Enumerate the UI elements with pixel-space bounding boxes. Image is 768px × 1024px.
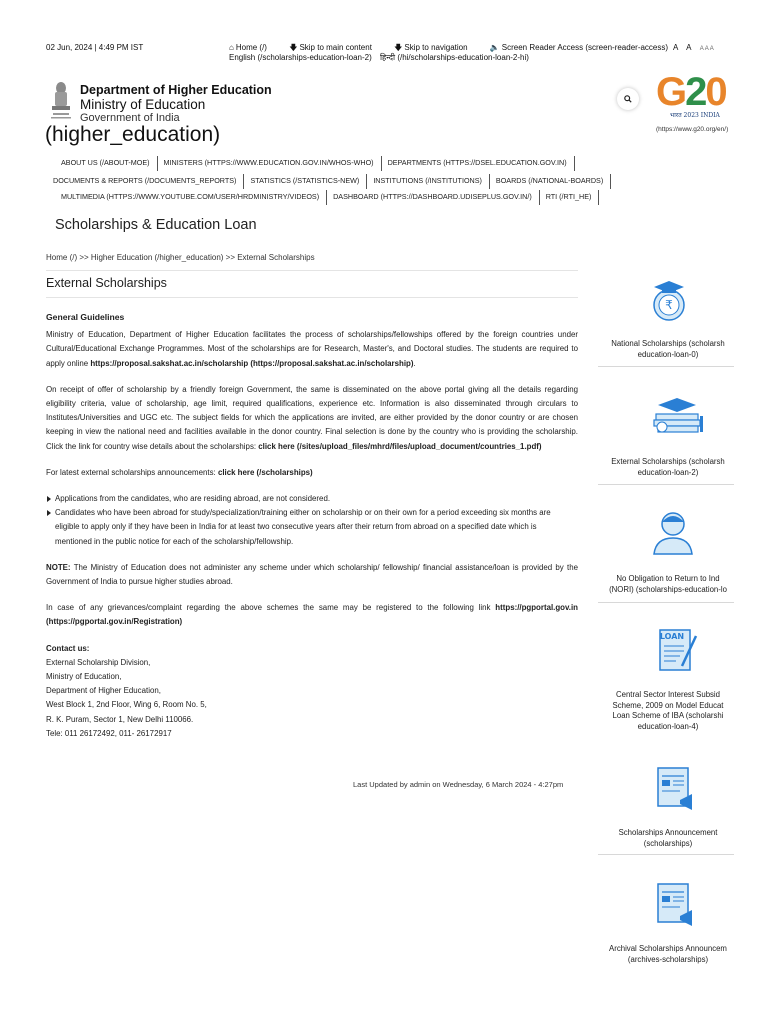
sidebar-item-label: Scholarships Announcement (scholarships) (618, 828, 718, 848)
national-emblem-icon (48, 80, 74, 120)
divider (46, 297, 578, 298)
sidebar-item-external-scholarships[interactable] (598, 390, 768, 486)
sidebar-item-nori[interactable] (598, 508, 768, 604)
nav-row-1 (54, 156, 574, 170)
contact-line: Ministry of Education, (46, 672, 122, 682)
search-icon (624, 95, 632, 103)
contact-line: West Block 1, 2nd Floor, Wing 6, Room No. 5, (46, 700, 207, 710)
divider (46, 270, 578, 271)
screen-reader-link[interactable]: 🔈 Screen Reader Access (screen-reader-access) (489, 43, 669, 52)
department-name: Department of Higher Education (80, 83, 272, 97)
person-icon (648, 508, 698, 558)
announcements-link[interactable]: click here (/scholarships) (217, 467, 313, 477)
g20-logo[interactable] (656, 70, 768, 122)
contact-line: Department of Higher Education, (46, 686, 161, 696)
hindi-link[interactable]: हिन्दी (/hi/scholarships-education-loan-2-hi) (379, 53, 529, 62)
top-utility-bar (46, 43, 768, 65)
nav-multimedia[interactable]: MULTIMEDIA (HTTPS://WWW.YOUTUBE.COM/USER/HRDMINISTRY/VIDEOS) (54, 190, 326, 204)
sidebar-item-label: Central Sector Interest Subsid Scheme, 2009 on Model Educat Loan Scheme of IBA (scholarshi education-loan-4) (612, 690, 724, 731)
paragraph-note: NOTE: The Ministry of Education does not administer any scheme under which scholarship/ fellowship/ financial assistance/loan is provided by the Government of India to pursue higher studies abroad. (46, 562, 578, 587)
government-name: Government of India (80, 112, 180, 124)
sidebar-item-label: External Scholarships (scholarsh education-loan-2) (611, 457, 725, 477)
page-title: Scholarships & Education Loan (55, 217, 257, 233)
list-item: Applications from the candidates, who are residing abroad, are not considered. (46, 492, 556, 506)
contrast-options[interactable]: A A A (699, 46, 714, 52)
contact-phone: Tele: 011 26172492, 011- 26172917 (46, 728, 172, 738)
proposal-portal-link[interactable]: https://proposal.sakshat.ac.in/scholarship (https://proposal.sakshat.ac.in/scholarship) (90, 358, 414, 368)
arrow-down-icon: 🡇 (394, 43, 403, 52)
main-content (46, 310, 578, 741)
nav-about-us[interactable]: ABOUT US (/ABOUT-MOE) (54, 156, 157, 170)
department-branding[interactable] (80, 83, 340, 125)
date-time: 02 Jun, 2024 | 4:49 PM IST (46, 43, 144, 52)
sidebar-item-archival-announcements[interactable] (598, 880, 768, 976)
skip-main-link[interactable]: 🡇 Skip to main content (289, 43, 372, 52)
site-name[interactable]: (higher_education) (45, 123, 221, 146)
nav-dashboard[interactable]: DASHBOARD (HTTPS://DASHBOARD.UDISEPLUS.GOV.IN/) (326, 190, 539, 204)
nav-rti[interactable]: RTI (/RTI_HE) (539, 190, 599, 204)
g20-link[interactable]: (https://www.g20.org/en/) (656, 126, 729, 133)
nav-documents-reports[interactable]: DOCUMENTS & REPORTS (/DOCUMENTS_REPORTS) (46, 174, 243, 188)
sidebar-item-national-scholarships[interactable] (598, 272, 768, 368)
announcement-icon (650, 764, 700, 814)
nav-statistics[interactable]: STATISTICS (/STATISTICS-NEW) (243, 174, 366, 188)
arrow-down-icon: 🡇 (289, 43, 298, 52)
g20-logo-mark: G20 (656, 70, 726, 114)
home-link[interactable]: ⌂ Home (/) (229, 43, 267, 52)
contact-line: R. K. Puram, Sector 1, New Delhi 110066. (46, 714, 194, 724)
loan-document-icon (652, 626, 702, 676)
font-size-normal[interactable]: A (673, 43, 679, 52)
nav-institutions[interactable]: INSTITUTIONS (/INSTITUTIONS) (366, 174, 489, 188)
list-item: Candidates who have been abroad for study/specialization/training either on scholarship or on their own for a period exceeding six months are eligible to apply only if they have been in India for at least two consecutive years after their return from abroad on a specified date which is mentioned in the public notice for each of the scholarship/fellowship. (46, 506, 556, 549)
english-link[interactable]: English (/scholarships-education-loan-2) (229, 53, 372, 62)
contact-block (46, 642, 578, 741)
breadcrumb[interactable]: Home (/) >> Higher Education (/higher_education) >> External Scholarships (46, 253, 315, 262)
speaker-icon: 🔈 (489, 43, 500, 52)
divider (598, 854, 734, 855)
sidebar-item-scholarships-announcements[interactable] (598, 764, 768, 860)
font-size-controls (673, 43, 718, 52)
paragraph-process: On receipt of offer of scholarship by a friendly foreign Government, the same is disseminated on the above portal giving all the details regarding eligibility criteria, value of scholarship, age limit, required qualifications, experience etc. Information is also disseminated through circulars to Institutes/Universities and UGC etc. The subject fields for which the applications are invited, are either provided by the donor country or are chosen keeping in view the national need and facilities available in the donor country. Final selection is done by the country who is providing the scholarship. Click the link for country wise details about the scholarships: click here (/sites/upload_files/mhrd/files/upload_document/countries_1.pdf) (46, 384, 578, 451)
contact-heading: Contact us: (46, 643, 90, 653)
g20-subtitle: भारत 2023 INDIA (670, 112, 720, 119)
guidelines-heading: General Guidelines (46, 312, 125, 322)
section-title: External Scholarships (46, 276, 167, 290)
utility-links (229, 43, 692, 63)
paragraph-announcements: For latest external scholarships announcements: click here (/scholarships) (46, 467, 313, 477)
divider (598, 484, 734, 485)
eligibility-list (46, 492, 578, 549)
sidebar-item-label: Archival Scholarships Announcem (archives-scholarships) (609, 944, 727, 964)
country-details-link[interactable]: click here (/sites/upload_files/mhrd/files/upload_document/countries_1.pdf) (258, 441, 542, 451)
home-icon: ⌂ (229, 43, 234, 52)
divider (598, 366, 734, 367)
search-button[interactable] (617, 88, 639, 110)
contact-line: External Scholarship Division, (46, 657, 151, 667)
pgportal-link[interactable]: https://pgportal.gov.in (https://pgportal.gov.in/Registration) (46, 603, 578, 627)
sidebar-item-label: National Scholarships (scholarsh education-loan-0) (611, 339, 725, 359)
books-graduation-icon (650, 390, 710, 440)
skip-nav-link[interactable]: 🡇 Skip to navigation (394, 43, 468, 52)
graduation-rupee-icon (644, 275, 694, 325)
nav-ministers[interactable]: MINISTERS (HTTPS://WWW.EDUCATION.GOV.IN/WHOS-WHO) (157, 156, 381, 170)
nav-row-3 (54, 190, 598, 204)
nav-row-2 (46, 174, 610, 188)
nav-departments[interactable]: DEPARTMENTS (HTTPS://DSEL.EDUCATION.GOV.IN) (381, 156, 574, 170)
svg-text:LOAN: LOAN (659, 632, 685, 641)
ministry-name: Ministry of Education (80, 97, 206, 112)
font-size-large[interactable]: A (686, 43, 692, 52)
paragraph-grievance: In case of any grievances/complaint regarding the above schemes the same may be registered to the following link https://pgportal.gov.in (https://pgportal.gov.in/Registration) (46, 603, 578, 627)
last-updated: Last Updated by admin on Wednesday, 6 March 2024 - 4:27pm (353, 780, 564, 789)
paragraph-intro: Ministry of Education, Department of Higher Education facilitates the process of scholarships/fellowships offered by the foreign countries under Cultural/Educational Exchange Programmes. Most of the scholarships are for Research, Master's, and Doctoral studies. The students are required to apply online https://proposal.sakshat.ac.in/scholarship (https://proposal.sakshat.ac.in/scholarship). (46, 330, 578, 368)
divider (598, 602, 734, 603)
sidebar-item-label: No Obligation to Return to Ind (NORI) (scholarships-education-lo (609, 574, 727, 594)
svg-text:₹: ₹ (665, 298, 673, 312)
nav-boards[interactable]: BOARDS (/NATIONAL-BOARDS) (489, 174, 610, 188)
sidebar-item-interest-subsidy[interactable] (598, 626, 768, 746)
archive-announcement-icon (650, 880, 700, 930)
